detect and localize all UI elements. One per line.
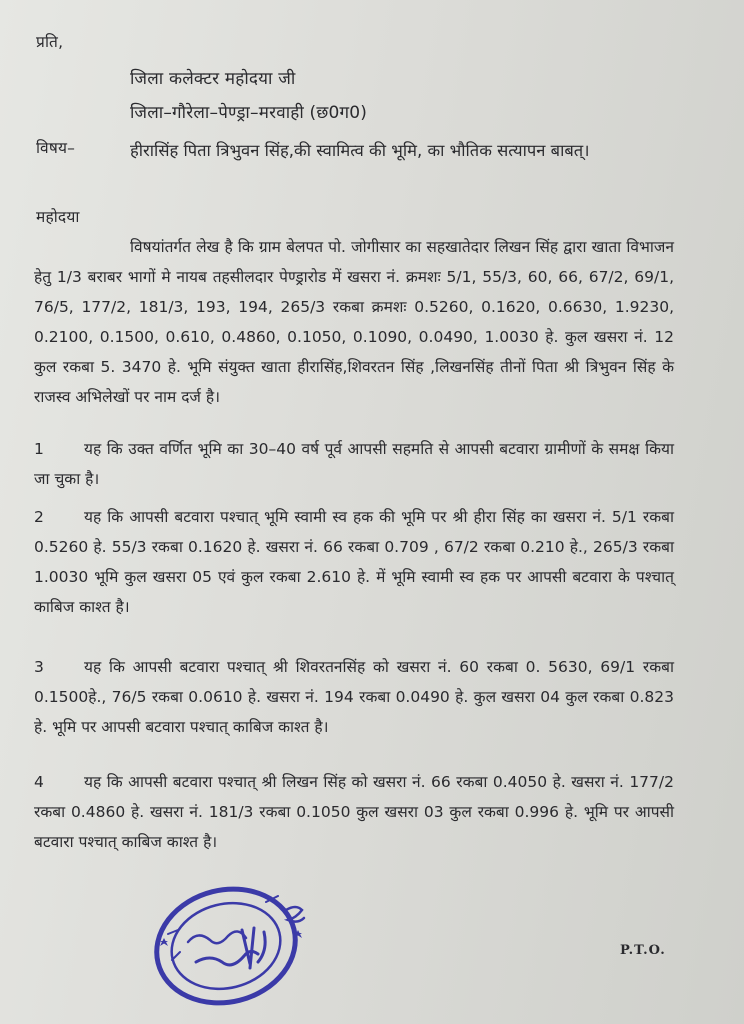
addressee-line-1: जिला कलेक्टर महोदया जी xyxy=(130,69,296,89)
point-4 xyxy=(34,767,674,857)
pto-note: P.T.O. xyxy=(620,943,666,958)
salutation: महोदया xyxy=(36,208,80,226)
intro-paragraph: विषयांतर्गत लेख है कि ग्राम बेलपत पो. जोगीसार का सहखातेदार लिखन सिंह द्वारा खाता विभाजन हेतु 1/3 बराबर भागों मे नायब तहसीलदार पेण्ड्रारोड में खसरा नं. क्रमशः 5/1, 55/3, 60, 66, 67/2, 69/1, 76/5, 177/2, 181/3, 193, 194, 265/3 रकबा क्रमशः 0.5260, 0.1620, 0.6630, 1.9230, 0.2100, 0.1500, 0.610, 0.4860, 0.1050, 0.1090, 0.0490, 1.0030 हे. कुल खसरा नं. 12 कुल रकबा 5. 3470 हे. भूमि संयुक्त खाता हीरासिंह,शिवरतन सिंह ,लिखनसिंह तीनों पिता श्री त्रिभुवन सिंह के राजस्व अभिलेखों पर नाम दर्ज है। xyxy=(34,238,674,406)
point-text: यह कि आपसी बटवारा पश्चात् श्री लिखन सिंह को खसरा नं. 66 रकबा 0.4050 हे. खसरा नं. 177/2 रकबा 0.4860 हे. खसरा नं. 181/3 रकबा 0.1050 कुल खसरा 03 कुल रकबा 0.996 हे. भूमि पर आपसी बटवारा पश्चात् काबिज काश्त है। xyxy=(34,773,674,851)
subject-label: विषय– xyxy=(36,139,76,157)
point-text: यह कि आपसी बटवारा पश्चात् श्री शिवरतनसिंह को खसरा नं. 60 रकबा 0. 5630, 69/1 रकबा 0.1500हे., 76/5 रकबा 0.0610 हे. खसरा नं. 194 रकबा 0.0490 हे. कुल खसरा 04 कुल रकबा 0.823 हे. भूमि पर आपसी बटवारा पश्चात् काबिज काश्त है। xyxy=(34,658,674,736)
point-1 xyxy=(34,434,674,494)
point-number: 2 xyxy=(34,508,44,526)
subject-text: हीरासिंह पिता त्रिभुवन सिंह,की स्वामित्व की भूमि, का भौतिक सत्यापन बाबत्। xyxy=(130,141,590,160)
point-number: 3 xyxy=(34,658,44,676)
point-number: 4 xyxy=(34,773,44,791)
point-3 xyxy=(34,652,674,742)
point-2 xyxy=(34,502,674,622)
to-label: प्रति, xyxy=(36,33,64,51)
addressee-line-2: जिला–गौरेला–पेण्ड्रा–मरवाही (छ0ग0) xyxy=(130,103,368,123)
official-seal-stamp xyxy=(146,872,336,1012)
point-text: यह कि आपसी बटवारा पश्चात् भूमि स्वामी स्व हक की भूमि पर श्री हीरा सिंह का खसरा नं. 5/1 रकबा 0.5260 हे. 55/3 रकबा 0.1620 हे. खसरा नं. 66 रकबा 0.709 , 67/2 रकबा 0.210 हे., 265/3 रकबा 1.0030 भूमि कुल खसरा 05 एवं कुल रकबा 2.610 हे. में भूमि स्वामी स्व हक पर आपसी बटवारा के पश्चात् काबिज काश्त है। xyxy=(34,508,674,616)
point-text: यह कि उक्त वर्णित भूमि का 30–40 वर्ष पूर्व आपसी सहमति से आपसी बटवारा ग्रामीणों के समक्ष किया जा चुका है। xyxy=(34,440,674,488)
point-number: 1 xyxy=(34,440,44,458)
